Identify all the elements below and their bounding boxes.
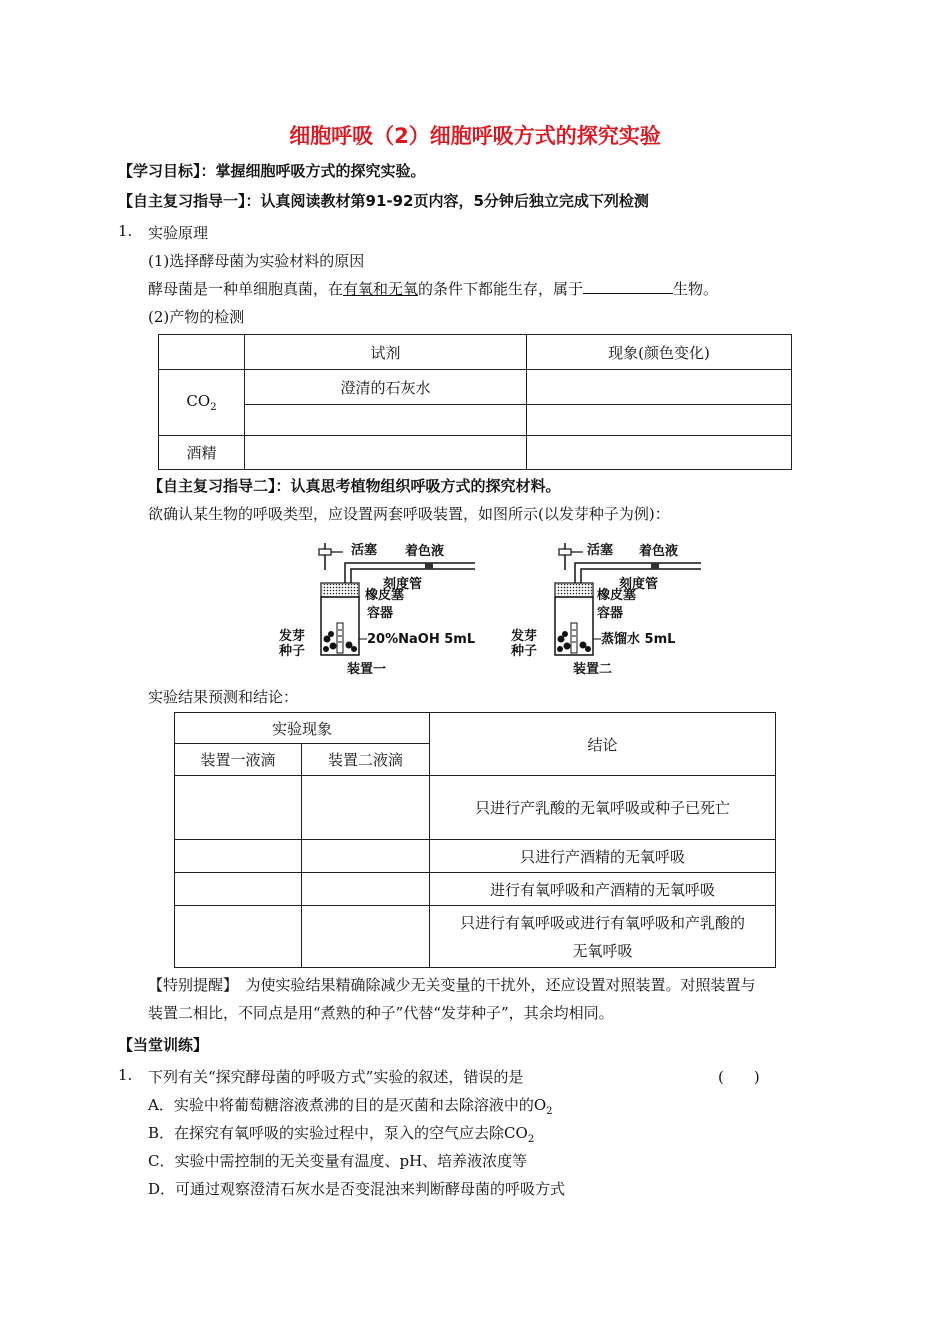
label-scale-tube-2: 刻度管 (619, 577, 659, 592)
label-seeds-1a: 发芽 (279, 629, 306, 644)
answer-blank[interactable] (583, 279, 673, 294)
apparatus-diagram (275, 535, 715, 680)
q1-option-b[interactable] (148, 1122, 534, 1145)
guide1-text: ：认真阅读教材第91-92页内容，5分钟后独立完成下列检测 (245, 192, 649, 210)
table2-phenomenon-header: 实验现象 (175, 713, 430, 744)
table1-alcohol-label: 酒精 (159, 436, 245, 470)
table2-cell[interactable] (302, 873, 430, 906)
table2-col1-header: 装置一液滴 (175, 744, 302, 776)
reminder-line1 (148, 974, 756, 995)
table1-co2-reagent: 澄清的石灰水 (245, 370, 527, 405)
valve-icon (319, 549, 331, 555)
label-device-one: 装置一 (347, 662, 387, 677)
table1-cell[interactable] (527, 436, 792, 470)
label-container-2: 容器 (597, 606, 624, 621)
reminder-label: 【特别提醒】 (148, 976, 231, 994)
label-scale-tube-1: 刻度管 (383, 577, 423, 592)
yeast-sentence (148, 278, 718, 299)
table2-col2-header: 装置二液滴 (302, 744, 430, 776)
rubber-stopper (322, 584, 358, 596)
table2-cell[interactable] (302, 840, 430, 873)
table2-row4-line1: 只进行有氧呼吸或进行有氧呼吸和产乳酸的 (459, 913, 745, 932)
table2-row4-line2: 无氧呼吸 (572, 941, 633, 960)
section-1-sub2: (2)产物的检测 (148, 308, 245, 326)
table2-cell[interactable] (302, 906, 430, 968)
table2-row4-conclusion (430, 906, 776, 968)
dye-drop-icon (651, 563, 659, 569)
yeast-line-underline: 有氧和无氧 (343, 280, 419, 298)
device-two (510, 542, 701, 677)
table1-header-empty (159, 335, 245, 370)
table1-cell[interactable] (245, 405, 527, 436)
table2-cell[interactable] (175, 776, 302, 840)
guide1-label: 【自主复习指导一】 (118, 192, 246, 210)
device-one (278, 542, 475, 677)
table1-header-phenomenon: 现象(颜色变化) (527, 335, 792, 370)
label-seeds-1b: 种子 (279, 644, 306, 659)
guide-two (148, 475, 561, 496)
objective-text: ：掌握细胞呼吸方式的探究实验。 (200, 162, 426, 180)
section-1-heading: 实验原理 (148, 224, 209, 242)
q1-option-a[interactable] (148, 1094, 553, 1117)
intro-text: 欲确认某生物的呼吸类型，应设置两套呼吸装置，如图所示(以发芽种子为例)： (148, 505, 670, 523)
label-dye-2: 着色液 (639, 544, 679, 559)
table2-row2-conclusion: 只进行产酒精的无氧呼吸 (430, 840, 776, 873)
yeast-line-a: 酵母菌是一种单细胞真菌，在 (148, 280, 344, 298)
table2-cell[interactable] (175, 873, 302, 906)
rubber-stopper (556, 584, 592, 596)
results-intro: 实验结果预测和结论： (148, 688, 299, 706)
label-valve-2: 活塞 (587, 543, 614, 558)
table1-co2-label: $CO_2$ (159, 370, 245, 436)
label-stopper-1: 橡皮塞 (365, 588, 405, 603)
section-1-sub1: (1)选择酵母菌为实验材料的原因 (148, 252, 365, 270)
section-1-num: 1. (118, 222, 133, 240)
dye-drop-icon (425, 563, 433, 569)
option-b-sub: 2 (527, 1134, 535, 1145)
objective-label: 【学习目标】 (118, 162, 201, 180)
reminder-text1: 为使实验结果精确除减少无关变量的干扰外，还应设置对照装置。对照装置与 (230, 976, 756, 994)
option-a-sub: 2 (546, 1106, 553, 1117)
q1-answer-paren[interactable]: ( ) (718, 1068, 760, 1086)
table1-cell[interactable] (527, 370, 792, 405)
q1-option-d[interactable]: D．可通过观察澄清石灰水是否变混浊来判断酵母菌的呼吸方式 (148, 1180, 566, 1198)
practice-label: 【当堂训练】 (118, 1036, 209, 1054)
valve-icon (559, 549, 571, 555)
table2-cell[interactable] (302, 776, 430, 840)
yeast-line-b: 的条件下都能生存，属于 (418, 280, 584, 298)
q1-option-c[interactable]: C．实验中需控制的无关变量有温度、pH、培养液浓度等 (148, 1152, 528, 1170)
table2-row3-conclusion: 进行有氧呼吸和产酒精的无氧呼吸 (430, 873, 776, 906)
guide-one (118, 190, 649, 211)
page-title: 细胞呼吸（2）细胞呼吸方式的探究实验 (289, 124, 661, 148)
learning-objective (118, 160, 426, 181)
guide2-label: 【自主复习指导二】 (148, 477, 276, 495)
label-container-1: 容器 (367, 606, 394, 621)
guide2-text: ：认真思考植物组织呼吸方式的探究材料。 (275, 477, 561, 495)
label-dye-1: 着色液 (405, 544, 445, 559)
detection-table (158, 334, 792, 470)
table2-cell[interactable] (175, 840, 302, 873)
results-table (174, 712, 776, 968)
label-water: 蒸馏水 5mL (601, 632, 676, 647)
q1-stem: 下列有关“探究酵母菌的呼吸方式”实验的叙述，错误的是 (148, 1068, 524, 1086)
label-stopper-2: 橡皮塞 (597, 588, 637, 603)
label-device-two: 装置二 (573, 662, 613, 677)
option-a-text: A．实验中将葡萄糖溶液煮沸的目的是灭菌和去除溶液中的O (148, 1096, 547, 1114)
table1-header-reagent: 试剂 (245, 335, 527, 370)
reminder-line2: 装置二相比，不同点是用“煮熟的种子”代替“发芽种子”，其余均相同。 (148, 1004, 614, 1022)
table2-cell[interactable] (175, 906, 302, 968)
label-naoh: 20%NaOH 5mL (367, 632, 476, 647)
option-b-text: B．在探究有氧呼吸的实验过程中，泵入的空气应去除CO (148, 1124, 528, 1142)
table1-cell[interactable] (245, 436, 527, 470)
label-valve-1: 活塞 (351, 543, 378, 558)
label-seeds-2b: 种子 (511, 644, 538, 659)
table2-row1-conclusion: 只进行产乳酸的无氧呼吸或种子已死亡 (430, 776, 776, 840)
q1-num: 1. (118, 1066, 133, 1084)
table2-conclusion-header: 结论 (430, 713, 776, 776)
label-seeds-2a: 发芽 (511, 629, 538, 644)
table1-cell[interactable] (527, 405, 792, 436)
yeast-line-c: 生物。 (673, 280, 719, 298)
